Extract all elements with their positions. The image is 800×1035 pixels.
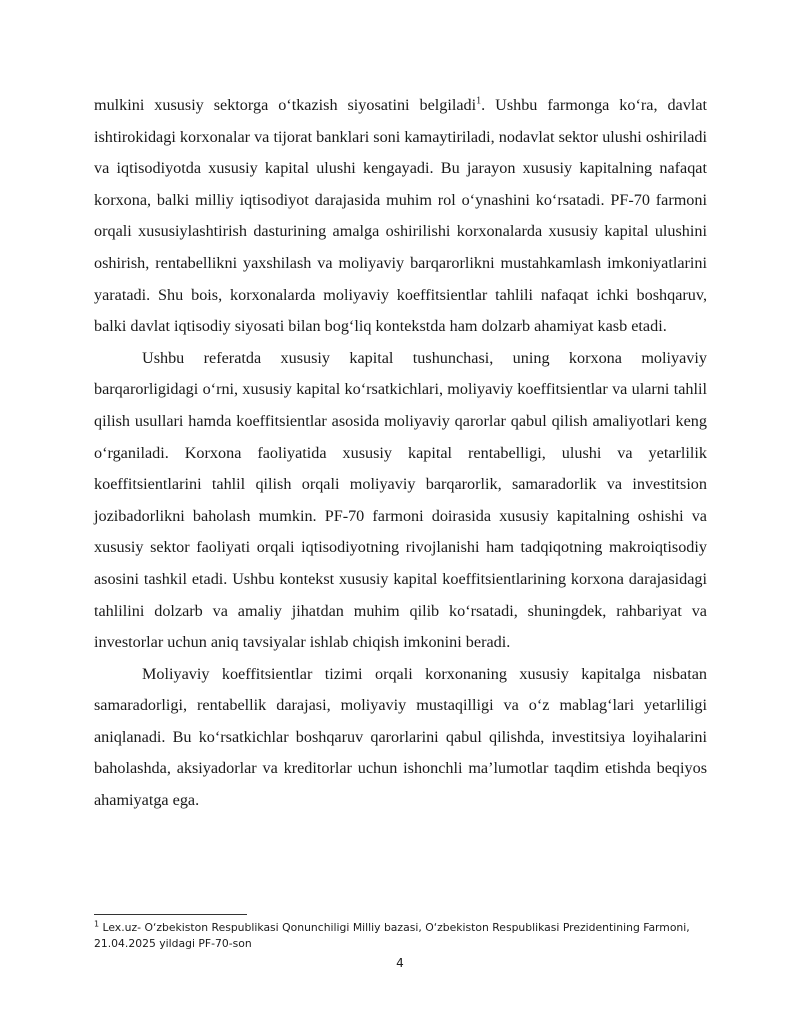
paragraph-1 (94, 90, 707, 343)
footnote-number: 1 (94, 919, 100, 929)
body-text (94, 90, 707, 817)
footnote-reference[interactable]: 1 (476, 95, 482, 107)
paragraph-1-text-end: . Ushbu farmonga ko‘ra, davlat ishtirokidagi korxonalar va tijorat banklari soni kamaytiriladi, nodavlat sektor ulushi oshiriladi va iqtisodiyotda xususiy kapital ulushi kengayadi. Bu jarayon xususiy kapitalning nafaqat korxona, balki milliy iqtisodiyot darajasida muhim rol o‘ynashini ko‘rsatadi. PF-70 farmoni orqali xususiylashtirish dasturining amalga oshirilishi korxonalarda xususiy kapital ulushini oshirish, rentabellikni yaxshilash va moliyaviy barqarorlikni mustahkamlash imkoniyatlarini yaratadi. Shu bois, korxonalarda moliyaviy koeffitsientlar tahlili nafaqat ichki boshqaruv, balki davlat iqtisodiy siyosati bilan bog‘liq kontekstda ham dolzarb ahamiyat kasb etadi. (94, 96, 708, 336)
footnote-separator (94, 914, 247, 915)
paragraph-2: Ushbu referatda xususiy kapital tushunchasi, uning korxona moliyaviy barqarorligidagi o‘rni, xususiy kapital ko‘rsatkichlari, moliyaviy koeffitsientlar va ularni tahlil qilish usullari hamda koeffitsientlar asosida moliyaviy qarorlar qabul qilish amaliyotlari keng o‘rganiladi. Korxona faoliyatida xususiy kapital rentabelligi, ulushi va yetarlilik koeffitsientlarini tahlil qilish orqali moliyaviy barqarorlik, samaradorlik va investitsion jozibadorlikni baholash mumkin. PF-70 farmoni doirasida xususiy kapitalning oshishi va xususiy sektor faoliyati orqali iqtisodiyotning rivojlanishi ham tadqiqotning makroiqtisodiy asosini tashkil etadi. Ushbu kontekst xususiy kapital koeffitsientlarining korxona darajasidagi tahlilini dolzarb va amaliy jihatdan muhim qilib ko‘rsatadi, shuningdek, rahbariyat va investorlar uchun aniq tavsiyalar ishlab chiqish imkonini beradi. (94, 348, 707, 652)
paragraph-1-text-start: mulkini xususiy sektorga o‘tkazish siyosatini belgiladi (94, 96, 477, 114)
footnote (94, 920, 707, 952)
footnote-text: Lex.uz- O‘zbekiston Respublikasi Qonunchiligi Milliy bazasi, O‘zbekiston Respublikasi Prezidentining Farmoni, 21.04.2025 yildagi PF-70-son (94, 921, 690, 950)
page-number: 4 (396, 956, 404, 970)
paragraph-3: Moliyaviy koeffitsientlar tizimi orqali korxonaning xususiy kapitalga nisbatan samaradorligi, rentabellik darajasi, moliyaviy mustaqilligi va o‘z mablag‘lari yetarliligi aniqlanadi. Bu ko‘rsatkichlar boshqaruv qarorlarini qabul qilishda, investitsiya loyihalarini baholashda, aksiyadorlar va kreditorlar uchun ishonchli ma’lumotlar taqdim etishda beqiyos ahamiyatga ega. (94, 664, 707, 810)
